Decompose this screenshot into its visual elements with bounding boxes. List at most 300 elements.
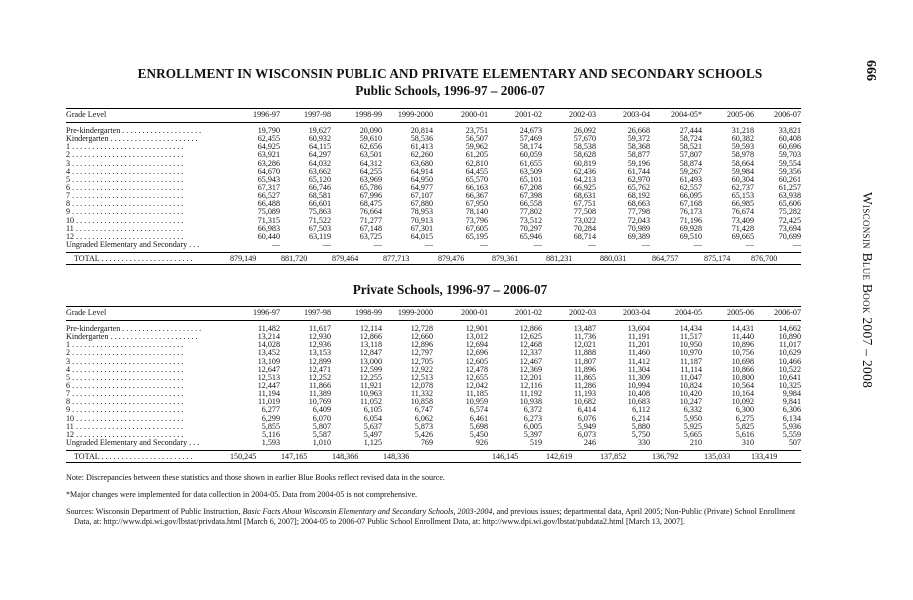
table-cell: 11,440 <box>732 332 754 342</box>
running-head-text: Wisconsin Blue Book 2007 – 2008 <box>860 192 875 389</box>
table-cell: 5,116 <box>262 429 280 439</box>
table-cell: 56,507 <box>465 134 488 144</box>
table-cell: 66,558 <box>519 199 542 209</box>
table-cell: 10,629 <box>778 348 801 358</box>
table-cell: 5,616 <box>735 429 754 439</box>
table-cell: 6,275 <box>735 413 754 423</box>
public-table-title: Public Schools, 1996-97 – 2006-07 <box>355 83 545 98</box>
table-cell: 11,052 <box>360 397 382 407</box>
table-cell: 10,800 <box>731 372 754 382</box>
table-cell: 10,682 <box>573 397 596 407</box>
row-label: 1 . . . . . . . . . . . . . . . . . . . . . . . . . . . . <box>66 143 184 152</box>
table-cell: 12,901 <box>465 324 488 333</box>
table-cell: — <box>792 239 801 249</box>
table-cell: 76,173 <box>679 207 702 217</box>
table-cell: 66,488 <box>257 199 280 209</box>
table-cell: 13,109 <box>257 356 280 366</box>
table-cell: 58,538 <box>573 142 596 152</box>
table-cell: — <box>641 239 650 249</box>
table-cell: 66,367 <box>465 191 488 201</box>
table-cell: 10,408 <box>627 389 650 399</box>
table-cell: 12,447 <box>257 380 280 390</box>
table-cell: 58,174 <box>519 142 542 152</box>
row-label: 2 . . . . . . . . . . . . . . . . . . . . . . . . . . . . <box>66 151 184 160</box>
table-cell: 59,196 <box>627 158 650 168</box>
table-cell: 11,517 <box>680 332 702 342</box>
total-cell: 142,619 <box>546 452 573 462</box>
table-cell: 10,683 <box>627 397 650 407</box>
table-cell: 10,896 <box>731 340 754 350</box>
table-cell: 76,674 <box>731 207 754 217</box>
table-cell: 10,092 <box>731 397 754 407</box>
table-cell: 10,963 <box>359 389 382 399</box>
table-cell: — <box>271 239 280 249</box>
table-cell: 12,647 <box>257 364 280 374</box>
row-label: 6 . . . . . . . . . . . . . . . . . . . . . . . . . . . . <box>66 183 184 192</box>
table-cell: — <box>745 239 754 249</box>
table-cell: 65,101 <box>519 174 542 184</box>
total-row <box>66 252 801 265</box>
table-cell: 11,185 <box>466 389 488 399</box>
table-cell: — <box>424 239 433 249</box>
total-cell: 879,361 <box>492 254 519 264</box>
table-cell: 59,610 <box>359 134 382 144</box>
table-cell: 62,455 <box>257 134 280 144</box>
table-cell: 13,604 <box>627 324 650 333</box>
table-cell: 14,028 <box>257 340 280 350</box>
row-label: 8 . . . . . . . . . . . . . . . . . . . . . . . . . . . . <box>66 200 184 209</box>
table-cell: 78,140 <box>465 207 488 217</box>
table-cell: 63,119 <box>309 231 331 241</box>
table-cell: 71,315 <box>257 215 280 225</box>
row-label: 4 . . . . . . . . . . . . . . . . . . . . . . . . . . . . <box>66 167 184 176</box>
table-cell: 64,455 <box>465 166 488 176</box>
table-cell: 5,807 <box>312 421 331 431</box>
table-cell: 75,089 <box>257 207 280 217</box>
table-cell: 69,665 <box>731 231 754 241</box>
table-cell: 13,012 <box>465 332 488 342</box>
table-cell: 5,825 <box>735 421 754 431</box>
table-cell: 11,194 <box>258 389 280 399</box>
table-cell: 67,107 <box>410 191 433 201</box>
table-cell: 24,673 <box>519 126 542 135</box>
table-cell: 13,487 <box>573 324 596 333</box>
table-cell: 67,996 <box>359 191 382 201</box>
total-label: TOTAL . . . . . . . . . . . . . . . . . . . . . . . <box>74 254 193 264</box>
table-cell: 65,120 <box>308 174 331 184</box>
table-cell: 11,114 <box>680 364 702 374</box>
running-head <box>859 192 875 388</box>
sources-note <box>66 507 809 527</box>
private-enrollment-table <box>66 306 801 463</box>
table-cell: 12,201 <box>519 372 542 382</box>
total-cell: 879,476 <box>438 254 465 264</box>
total-cell: 880,031 <box>600 254 627 264</box>
table-cell: 11,736 <box>574 332 596 342</box>
table-cell: 6,076 <box>577 413 596 423</box>
table-cell: 11,482 <box>258 324 280 333</box>
notes-block <box>66 473 806 527</box>
table-cell: 67,503 <box>308 223 331 233</box>
table-cell: 10,522 <box>778 364 801 374</box>
row-label: 10 . . . . . . . . . . . . . . . . . . . . . . . . . . . <box>66 216 184 225</box>
table-cell: 59,984 <box>731 166 754 176</box>
table-cell: 58,877 <box>627 150 650 160</box>
table-cell: 11,191 <box>628 332 650 342</box>
table-cell: 507 <box>788 437 801 447</box>
table-row <box>66 241 801 249</box>
total-cell: 879,149 <box>230 254 257 264</box>
header-year: 2005-06 <box>727 110 754 119</box>
table-cell: 66,983 <box>257 223 280 233</box>
table-cell: 66,163 <box>465 182 488 192</box>
table-cell: 20,814 <box>410 126 433 135</box>
table-cell: 5,936 <box>782 421 801 431</box>
table-cell: 65,570 <box>465 174 488 184</box>
table-cell: 11,888 <box>574 348 596 358</box>
table-cell: 310 <box>741 437 754 447</box>
table-cell: 73,022 <box>573 215 596 225</box>
table-cell: 68,475 <box>359 199 382 209</box>
table-cell: 12,078 <box>410 380 433 390</box>
table-cell: 58,368 <box>627 142 650 152</box>
table-cell: 61,493 <box>679 174 702 184</box>
row-label: 11 . . . . . . . . . . . . . . . . . . . . . . . . . . . <box>66 422 184 431</box>
table-cell: 12,513 <box>410 372 433 382</box>
table-cell: 6,273 <box>523 413 542 423</box>
table-cell: 19,627 <box>308 126 331 135</box>
table-cell: 68,663 <box>627 199 650 209</box>
row-label: 5 . . . . . . . . . . . . . . . . . . . . . . . . . . . . <box>66 175 184 184</box>
table-cell: 12,042 <box>465 380 488 390</box>
table-cell: 66,095 <box>679 191 702 201</box>
table-cell: 12,655 <box>465 372 488 382</box>
row-label: 6 . . . . . . . . . . . . . . . . . . . . . . . . . . . . <box>66 381 184 390</box>
table-cell: 68,581 <box>308 191 331 201</box>
page-number: 666 <box>863 60 878 81</box>
sources-title: Basic Facts About Wisconsin Elementary and Secondary Schools, 2003-2004 <box>242 507 493 516</box>
header-year: 2006-07 <box>774 110 801 119</box>
table-cell: 6,574 <box>469 405 488 415</box>
table-cell: 65,943 <box>257 174 280 184</box>
table-cell: — <box>587 239 596 249</box>
table-cell: 11,017 <box>779 340 801 350</box>
table-cell: 68,192 <box>627 191 650 201</box>
table-cell: 65,153 <box>731 191 754 201</box>
table-cell: 5,426 <box>414 429 433 439</box>
table-cell: 11,460 <box>628 348 650 358</box>
table-cell: 23,751 <box>465 126 488 135</box>
document-title: ENROLLMENT IN WISCONSIN PUBLIC AND PRIVATE ELEMENTARY AND SECONDARY SCHOOLS <box>137 66 763 81</box>
table-cell: 63,501 <box>359 150 382 160</box>
table-cell: 62,656 <box>359 142 382 152</box>
row-label: 8 . . . . . . . . . . . . . . . . . . . . . . . . . . . . <box>66 398 184 407</box>
table-cell: 62,436 <box>573 166 596 176</box>
table-cell: 60,261 <box>778 174 801 184</box>
total-cell: 148,366 <box>332 452 359 462</box>
table-cell: 26,092 <box>573 126 596 135</box>
table-cell: 73,694 <box>778 223 801 233</box>
table-cell: 5,855 <box>261 421 280 431</box>
table-cell: 5,750 <box>631 429 650 439</box>
header-year: 2003-04 <box>623 308 650 317</box>
row-label: 7 . . . . . . . . . . . . . . . . . . . . . . . . . . . . <box>66 390 184 399</box>
table-cell: 65,786 <box>359 182 382 192</box>
table-cell: 12,694 <box>465 340 488 350</box>
row-label: 3 . . . . . . . . . . . . . . . . . . . . . . . . . . . . <box>66 159 184 168</box>
table-cell: 69,389 <box>627 231 650 241</box>
table-cell: 12,930 <box>308 332 331 342</box>
table-cell: 57,469 <box>519 134 542 144</box>
total-cell: 864,757 <box>652 254 679 264</box>
total-row <box>66 450 801 463</box>
table-cell: 12,513 <box>257 372 280 382</box>
table-cell: 12,696 <box>465 348 488 358</box>
header-year: 2003-04 <box>623 110 650 119</box>
table-cell: 60,059 <box>519 150 542 160</box>
table-cell: 210 <box>689 437 702 447</box>
table-cell: 63,286 <box>257 158 280 168</box>
table-cell: 5,450 <box>469 429 488 439</box>
table-cell: 63,921 <box>257 150 280 160</box>
table-cell: 5,497 <box>363 429 382 439</box>
table-cell: 6,070 <box>312 413 331 423</box>
header-year: 1996-97 <box>253 110 280 119</box>
table-cell: 6,414 <box>577 405 596 415</box>
table-cell: 57,670 <box>573 134 596 144</box>
header-year: 2000-01 <box>461 308 488 317</box>
table-cell: 11,865 <box>574 372 596 382</box>
header-year: 1996-97 <box>253 308 280 317</box>
row-label: 3 . . . . . . . . . . . . . . . . . . . . . . . . . . . . <box>66 357 184 366</box>
row-label: Pre-kindergarten . . . . . . . . . . . . . . . . . . . . <box>66 127 202 135</box>
table-cell: 67,950 <box>465 199 488 209</box>
table-cell: 72,425 <box>778 215 801 225</box>
table-cell: 12,625 <box>519 332 542 342</box>
table-cell: 77,508 <box>573 207 596 217</box>
table-cell: 6,277 <box>261 405 280 415</box>
table-cell: 11,047 <box>680 372 702 382</box>
table-cell: 77,798 <box>627 207 650 217</box>
table-cell: 67,301 <box>410 223 433 233</box>
table-cell: 10,994 <box>627 380 650 390</box>
table-cell: 1,593 <box>261 437 280 447</box>
table-cell: 12,478 <box>465 364 488 374</box>
table-cell: 11,193 <box>574 389 596 399</box>
table-cell: 68,631 <box>573 191 596 201</box>
row-label: 1 . . . . . . . . . . . . . . . . . . . . . . . . . . . . <box>66 341 184 350</box>
table-cell: 10,970 <box>679 348 702 358</box>
table-cell: 70,989 <box>627 223 650 233</box>
total-cell: 876,700 <box>751 254 778 264</box>
table-cell: 71,428 <box>731 223 754 233</box>
table-cell: 1,010 <box>312 437 331 447</box>
table-cell: 12,705 <box>410 356 433 366</box>
table-cell: 5,637 <box>363 421 382 431</box>
table-cell: 5,698 <box>469 421 488 431</box>
table-cell: 60,819 <box>573 158 596 168</box>
table-cell: 64,950 <box>410 174 433 184</box>
table-cell: 10,756 <box>731 348 754 358</box>
table-cell: 6,105 <box>363 405 382 415</box>
table-cell: 64,670 <box>257 166 280 176</box>
table-cell: 67,208 <box>519 182 542 192</box>
table-cell: 60,408 <box>778 134 801 144</box>
table-cell: 58,664 <box>731 158 754 168</box>
table-cell: 14,431 <box>731 324 754 333</box>
table-cell: 6,073 <box>577 429 596 439</box>
row-label: 7 . . . . . . . . . . . . . . . . . . . . . . . . . . . . <box>66 192 184 201</box>
table-cell: 67,880 <box>410 199 433 209</box>
table-cell: 11,201 <box>628 340 650 350</box>
table-cell: 10,890 <box>778 332 801 342</box>
table-cell: 12,369 <box>519 364 542 374</box>
table-cell: 12,847 <box>359 348 382 358</box>
table-cell: 65,606 <box>778 199 801 209</box>
table-cell: 65,762 <box>627 182 650 192</box>
total-cell: 879,464 <box>332 254 359 264</box>
table-cell: 64,914 <box>410 166 433 176</box>
total-cell: 136,792 <box>652 452 679 462</box>
table-cell: 64,115 <box>309 142 331 152</box>
row-label: Pre-kindergarten . . . . . . . . . . . . . . . . . . . . <box>66 325 202 333</box>
table-cell: 10,698 <box>731 356 754 366</box>
table-cell: 11,304 <box>628 364 650 374</box>
table-cell: 59,962 <box>465 142 488 152</box>
table-cell: 12,605 <box>465 356 488 366</box>
table-cell: 64,297 <box>308 150 331 160</box>
row-label: 9 . . . . . . . . . . . . . . . . . . . . . . . . . . . . <box>66 208 184 217</box>
header-year: 1998-99 <box>355 308 382 317</box>
table-cell: 6,299 <box>261 413 280 423</box>
table-cell: 64,255 <box>359 166 382 176</box>
total-cell: 881,231 <box>546 254 573 264</box>
header-year: 2000-01 <box>461 110 488 119</box>
private-table-title: Private Schools, 1996-97 – 2006-07 <box>352 282 548 297</box>
table-cell: 10,641 <box>778 372 801 382</box>
table-cell: 10,164 <box>731 389 754 399</box>
table-cell: 67,605 <box>465 223 488 233</box>
table-cell: 11,921 <box>360 380 382 390</box>
table-cell: 5,949 <box>577 421 596 431</box>
table-cell: 67,317 <box>257 182 280 192</box>
table-cell: 69,510 <box>679 231 702 241</box>
total-cell: 133,419 <box>751 452 778 462</box>
table-cell: 13,153 <box>308 348 331 358</box>
header-year: 2002-03 <box>569 110 596 119</box>
table-cell: — <box>373 239 382 249</box>
table-cell: 10,824 <box>679 380 702 390</box>
table-cell: 71,277 <box>359 215 382 225</box>
header-year: 2001-02 <box>515 308 542 317</box>
table-cell: 12,337 <box>519 348 542 358</box>
total-cell: 137,852 <box>600 452 627 462</box>
table-cell: 10,466 <box>778 356 801 366</box>
table-cell: 12,922 <box>410 364 433 374</box>
table-cell: 63,662 <box>308 166 331 176</box>
table-cell: 63,938 <box>778 191 801 201</box>
header-grade-level: Grade Level <box>66 308 107 317</box>
total-cell: 146,145 <box>492 452 519 462</box>
header-year: 2001-02 <box>515 110 542 119</box>
table-cell: 67,398 <box>519 191 542 201</box>
table-cell: 63,680 <box>410 158 433 168</box>
table-cell: 61,205 <box>465 150 488 160</box>
table-cell: 61,655 <box>519 158 542 168</box>
table-cell: 11,389 <box>309 389 331 399</box>
row-label: 11 . . . . . . . . . . . . . . . . . . . . . . . . . . . <box>66 224 184 233</box>
table-cell: 5,873 <box>414 421 433 431</box>
total-cell: 877,713 <box>383 254 410 264</box>
row-label: Ungraded Elementary and Secondary . . . <box>66 438 200 447</box>
table-cell: 6,300 <box>735 405 754 415</box>
table-cell: 10,938 <box>519 397 542 407</box>
table-cell: 61,744 <box>627 166 650 176</box>
table-cell: 70,699 <box>778 231 801 241</box>
table-cell: 60,382 <box>731 134 754 144</box>
header-year: 1999-2000 <box>397 308 433 317</box>
table-cell: 12,866 <box>519 324 542 333</box>
total-cell: 148,336 <box>383 452 410 462</box>
row-label: 12 . . . . . . . . . . . . . . . . . . . . . . . . . . . <box>66 232 184 241</box>
table-cell: 64,015 <box>410 231 433 241</box>
table-cell: 13,000 <box>359 356 382 366</box>
table-cell: 59,372 <box>627 134 650 144</box>
table-cell: 70,913 <box>410 215 433 225</box>
row-label: 4 . . . . . . . . . . . . . . . . . . . . . . . . . . . . <box>66 365 184 374</box>
table-cell: 11,192 <box>520 389 542 399</box>
total-cell: 150,245 <box>230 452 257 462</box>
table-cell: 12,599 <box>359 364 382 374</box>
row-label: 5 . . . . . . . . . . . . . . . . . . . . . . . . . . . . <box>66 373 184 382</box>
table-cell: 10,247 <box>679 397 702 407</box>
row-label: 12 . . . . . . . . . . . . . . . . . . . . . . . . . . . <box>66 430 184 439</box>
table-cell: — <box>479 239 488 249</box>
table-cell: 12,866 <box>359 332 382 342</box>
table-cell: 13,214 <box>257 332 280 342</box>
table-cell: 12,114 <box>360 324 382 333</box>
header-year: 2004-05* <box>670 110 702 119</box>
table-cell: 10,866 <box>731 364 754 374</box>
table-cell: — <box>322 239 331 249</box>
sources-suffix: , and previous issues; departmental data, April 2005; Non-Public (Private) School Enrollment Data, at: http://www.dpi.wi.gov/lbstat/privdata.html [March 6, 2007]; 2004-05 to 2006-07 Public School Enrollment Data, at: http://www.dpi.wi.gov/lbstat/pubdata2.html [March 13, 2007]. <box>74 507 796 526</box>
table-cell: 11,617 <box>309 324 331 333</box>
table-cell: 11,866 <box>309 380 331 390</box>
table-cell: 73,796 <box>465 215 488 225</box>
table-cell: 20,090 <box>359 126 382 135</box>
table-cell: 1,125 <box>363 437 382 447</box>
total-cell: 135,033 <box>704 452 731 462</box>
table-cell: 11,896 <box>574 364 596 374</box>
table-cell: 11,332 <box>411 389 433 399</box>
table-cell: 9,984 <box>782 389 801 399</box>
table-cell: 63,725 <box>359 231 382 241</box>
table-cell: 67,168 <box>679 199 702 209</box>
table-cell: 58,628 <box>573 150 596 160</box>
table-cell: 14,434 <box>679 324 702 333</box>
table-cell: 5,397 <box>523 429 542 439</box>
table-cell: 330 <box>637 437 650 447</box>
table-cell: 6,332 <box>683 405 702 415</box>
table-cell: 19,790 <box>257 126 280 135</box>
table-cell: 12,468 <box>519 340 542 350</box>
table-cell: 12,471 <box>308 364 331 374</box>
table-cell: 64,977 <box>410 182 433 192</box>
table-cell: 26,668 <box>627 126 650 135</box>
table-cell: 12,252 <box>308 372 331 382</box>
table-cell: 60,696 <box>778 142 801 152</box>
table-cell: 66,601 <box>308 199 331 209</box>
